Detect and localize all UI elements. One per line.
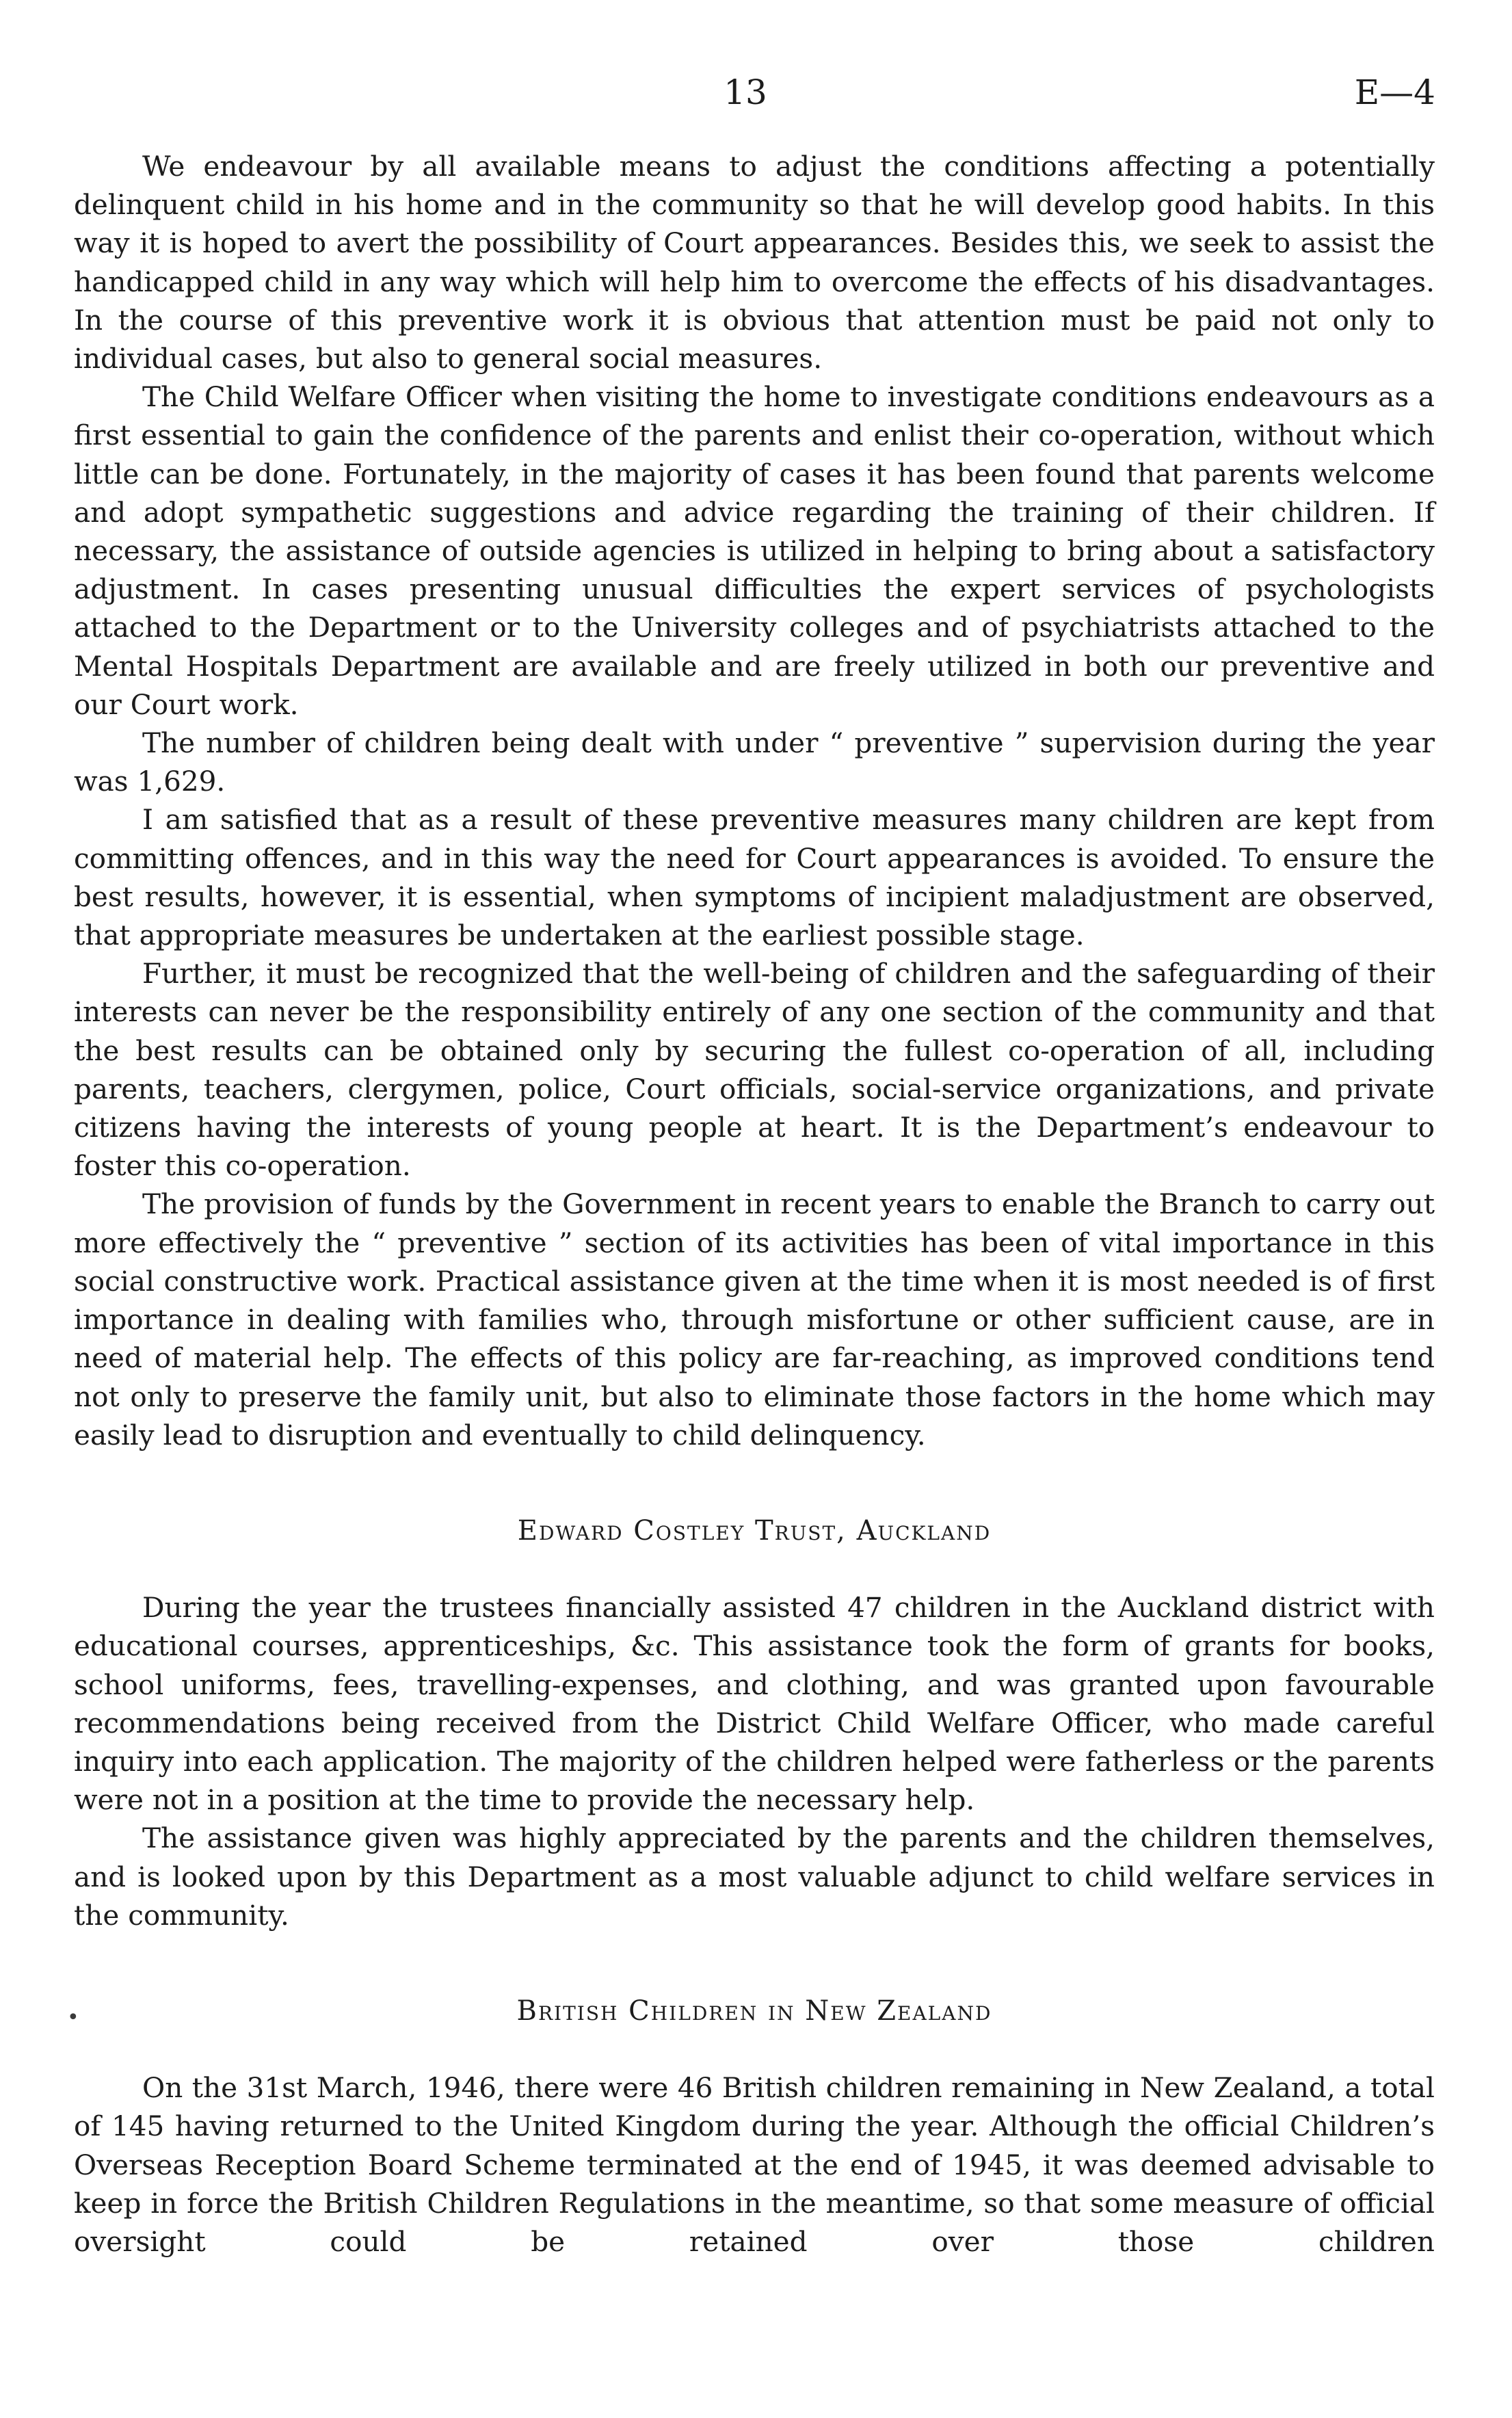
- paragraph: The Child Welfare Officer when visiting the home to investigate conditions endeavours as a first essential to gain the confidence of the parents and enlist their co-operation, without which little can be done. Fortunately, in the majority of cases it has been found that parents welcome and adopt sympathetic suggestions and advice regarding the training of their children. If necessary, the assistance of outside agencies is utilized in helping to bring about a satisfactory adjustment. In cases presenting unusual difficulties the expert services of psychologists attached to the Department or to the University colleges and of psychiatrists attached to the Mental Hospitals Department are available and are freely utilized in both our preventive and our Court work.: [74, 380, 1435, 721]
- body-text: [74, 147, 1435, 2261]
- section-heading-edward-costley-trust: Edward Costley Trust, Auckland: [517, 1514, 992, 1547]
- report-code: E—4: [1354, 73, 1435, 112]
- stray-ink-mark: •: [67, 2006, 79, 2029]
- page-number: 13: [724, 73, 767, 112]
- paragraph: The number of children being dealt with under “ preventive ” supervision during the year was 1,629.: [74, 726, 1435, 798]
- paragraph: During the year the trustees financially assisted 47 children in the Auckland district with educational courses, apprenticeships, &c. This assistance took the form of grants for books, school uniforms, fees, travelling-expenses, and clothing, and was granted upon favourable recommendations being received from the District Child Welfare Officer, who made careful inquiry into each application. The majority of the children helped were fatherless or the parents were not in a position at the time to provide the necessary help.: [74, 1591, 1435, 1817]
- page-header: [0, 65, 1512, 120]
- paragraph: I am satisfied that as a result of these preventive measures many children are kept from committing offences, and in this way the need for Court appearances is avoided. To ensure the best results, however, it is essential, when symptoms of incipient maladjustment are observed, that appropriate measures be undertaken at the earliest possible stage.: [74, 803, 1435, 952]
- paragraph: Further, it must be recognized that the well-being of children and the safeguarding of their interests can never be the responsibility entirely of any one section of the community and that the best results can be obtained only by securing the fullest co-operation of all, including parents, teachers, clergymen, police, Court officials, social-service organizations, and private citizens having the interests of young people at heart. It is the Department’s endeavour to foster this co-operation.: [74, 957, 1435, 1183]
- paragraph: The provision of funds by the Government in recent years to enable the Branch to carry out more effectively the “ preventive ” section of its activities has been of vital importance in this social constructive work. Practical assistance given at the time when it is most needed is of first importance in dealing with families who, through misfortune or other sufficient cause, are in need of material help. The effects of this policy are far-reaching, as improved conditions tend not only to preserve the family unit, but also to eliminate those factors in the home which may easily lead to disruption and eventually to child delinquency.: [74, 1187, 1435, 1451]
- paragraph: We endeavour by all available means to adjust the conditions affecting a potentially delinquent child in his home and in the community so that he will develop good habits. In this way it is hoped to avert the possibility of Court appearances. Besides this, we seek to assist the handicapped child in any way which will help him to overcome the effects of his disadvantages. In the course of this preventive work it is obvious that attention must be paid not only to individual cases, but also to general social measures.: [74, 150, 1435, 376]
- paragraph: The assistance given was highly appreciated by the parents and the children themselves, and is looked upon by this Department as a most valuable adjunct to child welfare services in the community.: [74, 1822, 1435, 1932]
- section-heading-british-children: British Children in New Zealand: [516, 1995, 992, 2027]
- paragraph: On the 31st March, 1946, there were 46 British children remaining in New Zealand, a total of 145 having returned to the United Kingdom during the year. Although the official Children’s Overseas Reception Board Scheme terminated at the end of 1945, it was deemed advisable to keep in force the British Children Regulations in the meantime, so that some measure of official oversight could be retained over those children: [74, 2071, 1435, 2258]
